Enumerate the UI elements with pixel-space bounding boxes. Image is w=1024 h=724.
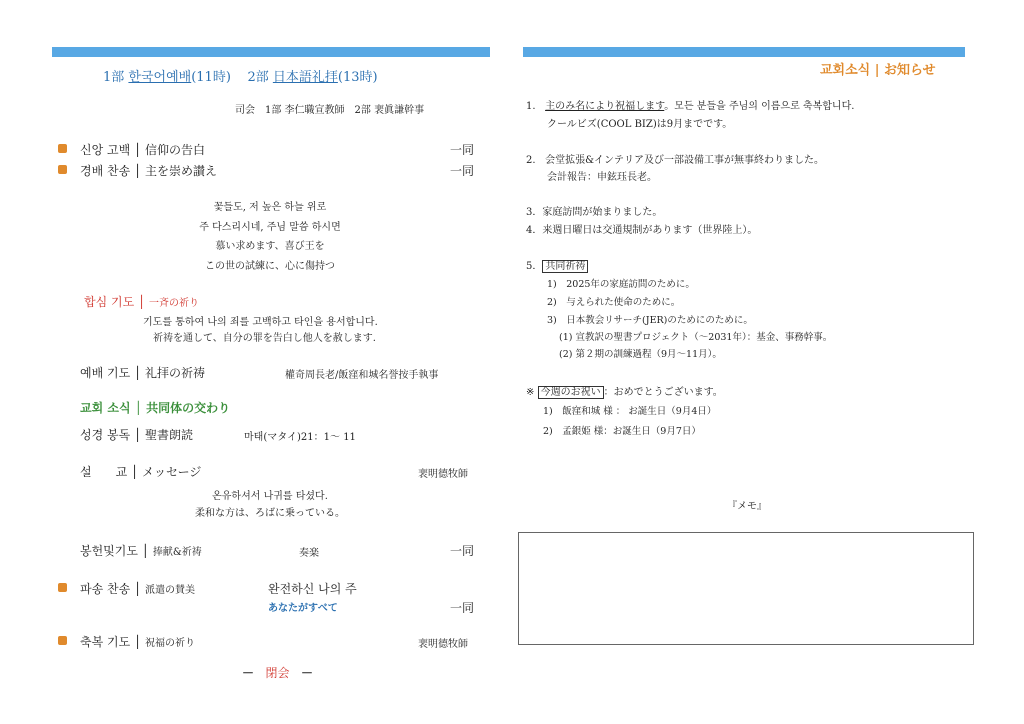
benediction-right: 裵明德牧師 [418,639,468,650]
hymn-line: 주 다스리시네, 주님 말씀 하시면 [199,222,341,233]
notice-2: 2. 会堂拡張&インテリア及び一部設備工事が無事終わりました。 [526,155,824,166]
part1-time: (11時) [191,70,231,85]
prayer-line-ko: 기도를 통하여 나의 죄를 고백하고 타인을 용서합니다. [143,317,378,328]
left-header-bar [52,47,490,57]
memo-label: 『メモ』 [727,501,767,512]
celebration-heading: ※ 今週のお祝い ：おめでとうございます。 [526,387,723,398]
benediction-item: 축복 기도 │ 祝福の祈り [80,635,196,649]
offering-right: 一同 [450,544,475,558]
sending-song-ko: 완전하신 나의 주 [268,582,357,596]
church-news-heading: 교회 소식 │ 共同体の交わり [80,401,231,415]
prayer-sub-item: (2) 第２期の訓練過程（9月～11月）。 [559,349,722,360]
prayer-list-item: 3) 日本教会リサーチ(JER)のためにのために。 [547,315,753,326]
bullet-icon [58,636,67,645]
notice-5: 5． 共同祈祷 [526,257,588,272]
bullet-icon [58,165,67,174]
part2-time: (13時) [337,70,378,85]
celebration-title: 今週のお祝い [538,386,604,399]
bullet-icon [58,144,67,153]
notice-2-sub: 会計報告：申鉉珏長老。 [547,172,657,183]
order-item-hymn-right: 一同 [450,164,475,178]
sending-right: 一同 [450,601,475,615]
closing-label: 閉会 [265,666,290,680]
joint-prayer-title: 共同祈祷 [542,260,588,273]
hymn-line: この世の試練に、心に傷持つ [205,261,335,272]
service-title [103,66,378,85]
prayer-list-item: 2) 与えられた使命のために。 [547,297,681,308]
bullet-icon [58,583,67,592]
unison-prayer-heading: 합심 기도 │ 一斉の祈り [84,295,200,309]
hymn-line: 慕い求めます、喜び王を [215,241,325,252]
officiant-line: 司会 1部 李仁職宣教師 2部 裵眞謙幹事 [235,105,425,116]
sermon-line-jp: 柔和な方は、ろばに乗っている。 [195,508,345,519]
sermon-item: 설 교 │ メッセージ [80,465,202,479]
memo-box[interactable] [518,532,974,645]
worship-prayer-item: 예배 기도 │ 礼拝の祈祷 [80,366,206,380]
order-item-confession-right: 一同 [450,143,475,157]
part1-label: 1部 [103,70,125,85]
sermon-line-ko: 온유하셔서 나귀를 타셨다. [212,491,328,502]
offering-music: 奏楽 [299,548,319,559]
celebration-item: 2) 孟銀姫 様：お誕生日（9月7日） [543,426,701,437]
scripture-reading-item: 성경 봉독 │ 聖書朗読 [80,428,194,442]
sermon-preacher: 裵明德牧師 [418,469,468,480]
offering-item: 봉헌및기도 │ 捧献&祈祷 [80,544,202,558]
notice-3: 3．家庭訪問が始まりました。 [526,207,663,218]
sending-hymn-item: 파송 찬송 │ 派遣の賛美 [80,582,196,596]
hymn-line: 꽃들도, 저 높은 하늘 위로 [213,202,327,213]
worship-prayer-right: 權奇周長老/飯窪和城名誉按手執事 [285,370,439,381]
sending-song-jp: あなたがすべて [268,603,338,614]
notice-heading: 교회소식 | お知らせ [820,63,936,78]
scripture-ref: 마태(マタイ)21：1～ 11 [244,432,356,443]
prayer-line-jp: 祈祷を通して、自分の罪を告白し他人を赦します. [153,333,376,344]
prayer-sub-item: (1) 宣教訳の聖書プロジェクト（～2031年）：基金、事務幹事。 [559,332,833,343]
right-header-bar [523,47,965,57]
celebration-item: 1) 飯窪和城 様 ： お誕生日（9月4日） [543,406,717,417]
part1-title: 한국어예배 [128,70,192,85]
part2-label: 2部 [247,70,269,85]
order-item-hymn: 경배 찬송 │ 主を崇め讃え [80,164,218,178]
notice-4: 4．来週日曜日は交通規制があります（世界陸上）。 [526,225,758,236]
prayer-list-item: 1) 2025年の家庭訪問のために。 [547,279,695,290]
closing-line: － 閉会 － [242,666,313,680]
notice-1-sub: クールビズ(COOL BIZ)は9月までです。 [547,119,733,130]
order-item-confession: 신앙 고백 │ 信仰の告白 [80,143,206,157]
part2-title: 日本語礼拝 [272,70,338,85]
notice-1: 1. 主のみ名により祝福します。모든 분들을 주님의 이름으로 축복합니다. [526,101,855,112]
